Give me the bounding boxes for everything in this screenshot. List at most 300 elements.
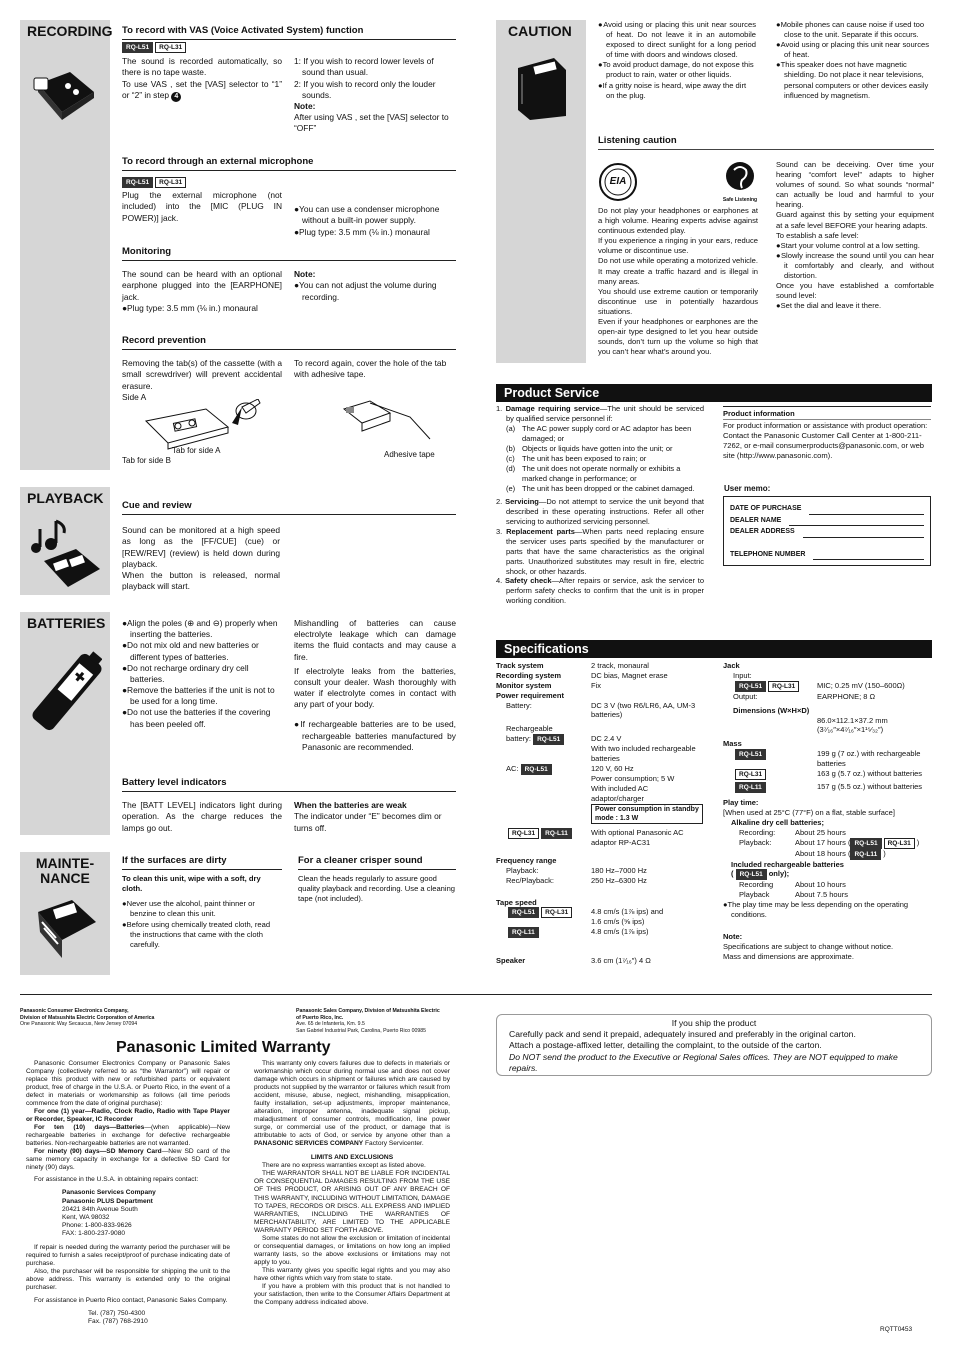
warranty-text: THE WARRANTOR SHALL NOT BE LIABLE FOR INCIDENTAL OR CONSEQUENTIAL DAMAGES RESULTING FROM THE USE OF THIS PRODUCT, OR ARISING OUT OF ANY BREACH OF THIS WARRANTY, INCLUDING WITHOUT LIMITATION, DAMAGE TO TAPES, RECORDS OR DISCS. ALL EXPRESS AND IMPLIED WARRANTIES, INCLUDING THE WARRANTIES OF MERCHANTABILITY, ARE LIMITED TO THE APPLICABLE WARRANTY PERIOD SET FORTH ABOVE.	[254, 1170, 450, 1234]
dirty-body	[122, 874, 282, 950]
monitoring-note: ●You can not adjust the volume during recording.	[294, 280, 437, 302]
monitoring-plug: ●Plug type: 3.5 mm (⅛ in.) monaural	[122, 302, 258, 313]
battery-level-section	[122, 777, 456, 834]
spec-right	[723, 661, 933, 962]
model-badge: RQ-L11	[541, 828, 572, 839]
battery-bullet: ●Do not recharge ordinary dry cell batteries.	[122, 662, 249, 684]
warranty-text-part: —New SD card of the same memory capacity in exchange for a defective SD Card for ninety (90) days.	[26, 1148, 231, 1172]
service-item-text: —When parts need replacing ensure the servicer uses parts specified by the manufacturer or parts that have the same characteristics as the original parts. Unauthorized substitutes may result in fire, electric shock, or other hazards.	[506, 526, 705, 576]
model-badge: RQ-L11	[735, 782, 766, 793]
cue-body: Sound can be monitored at a high speed as long as the [FF/CUE] (cue) or [REW/REV] (review) is held down during playback.	[122, 525, 280, 569]
model-badge: RQ-L51	[533, 734, 564, 745]
spec-label: Output:	[733, 691, 758, 701]
spec-row	[723, 880, 933, 890]
caution-bullet: ●Avoid using or placing this unit near sources of heat. Do not leave it in an automobile exposed to direct sunlight for a long period of time with doors and windows closed.	[598, 20, 756, 60]
caution-tab	[496, 20, 586, 363]
product-service-bar: Product Service	[496, 384, 932, 402]
listening-caution	[598, 135, 934, 152]
listening-left	[598, 206, 758, 357]
spec-label: Playback	[739, 890, 770, 900]
side-a-label: Side A	[122, 391, 147, 402]
extmic-right	[294, 178, 456, 238]
address-line: Phone: 1-800-833-9626	[62, 1221, 132, 1229]
spec-row	[496, 866, 706, 876]
warranty-company-pr	[296, 1008, 486, 1034]
spec-row	[723, 782, 933, 793]
ship-heading: If you ship the product	[671, 1018, 757, 1028]
spec-label-text: only);	[768, 869, 790, 879]
spec-value-text: Power consumption; 5 W	[591, 773, 675, 783]
subitem-letter: (e)	[506, 483, 516, 493]
crisp-heading: For a cleaner crisper sound	[298, 855, 456, 870]
caution-unit-icon	[514, 54, 570, 124]
spec-value: 86.0×112.1×37.2 mm	[817, 715, 888, 725]
warranty-period: For ten (10) days—Batteries	[34, 1124, 145, 1132]
caution-bullet: ●If a gritty noise is heard, wipe away the dirt on the plug.	[598, 80, 747, 100]
step-number-badge: 4	[171, 92, 181, 102]
monitoring-right	[294, 269, 456, 314]
maintenance-title-line2: NANCE	[40, 870, 90, 887]
subitem-text: The AC power supply cord or AC adaptor has been damaged; or	[522, 423, 692, 443]
vas-step-text: To use VAS , set the [VAS] selector to “1” or “2” in step	[122, 78, 282, 100]
level-left: The [BATT LEVEL] indicators light during operation. As the charge reduces the lamps go out.	[122, 800, 282, 833]
recording-tab	[20, 20, 113, 470]
spec-value-text: About 17 hours (	[795, 837, 851, 847]
warranty-period: For one (1) year—Radio, Clock Radio, Radio with Tape Player or Recorder, Speaker, IC Recorder	[26, 1108, 230, 1124]
service-item-text: —The unit should be serviced by qualified service personnel if:	[506, 404, 704, 423]
spec-label	[735, 782, 817, 793]
service-subitem	[496, 484, 704, 494]
spec-value: DC 3 V (two R6/LR6, AA, UM-3 batteries)	[591, 700, 696, 720]
battery-bullet: ●Remove the batteries if the unit is not to be used for a long time.	[122, 685, 275, 707]
spec-value: Fix	[591, 680, 601, 690]
spec-value	[591, 907, 663, 927]
spec-value: DC bias, Magnet erase	[591, 670, 668, 680]
vas-heading: To record with VAS (Voice Activated System) function	[122, 25, 456, 40]
adhesive-tape-label: Adhesive tape	[384, 450, 435, 459]
battery-rechargeable: ●If rechargeable batteries are to be used, rechargeable batteries manufactured by Panasonic are recommended.	[294, 719, 456, 752]
spec-value: [When used at 25°C (77°F) on a flat, stable surface]	[723, 807, 895, 817]
model-badge: RQ-L31	[735, 769, 766, 780]
spec-value-text: 120 V, 60 Hz	[591, 764, 634, 774]
subitem-text: Objects or liquids have gotten into the unit; or	[522, 443, 673, 453]
recording-title: RECORDING	[27, 23, 113, 39]
spec-value: About 17 hours ( RQ-L51 RQ-L31 )	[795, 837, 920, 847]
model-badge: RQ-L11	[508, 927, 539, 938]
battery-icon	[32, 642, 102, 742]
service-subitem	[496, 454, 704, 464]
vas-level1: 1: If you wish to record lower levels of sound than usual.	[294, 56, 434, 78]
vas-section	[122, 25, 456, 134]
spec-label	[735, 769, 817, 780]
caution-bullet: ●Mobile phones can cause noise if used too close to the unit. Separate if this occurs.	[776, 20, 925, 40]
ear-hear-logo-icon	[722, 160, 758, 200]
spec-row	[496, 681, 706, 691]
model-badge: RQ-L31	[508, 828, 539, 839]
caution-bullet: ●Avoid using or placing this unit near sources of heat.	[776, 40, 930, 60]
spec-row	[723, 769, 933, 780]
company-line: Panasonic Sales Company, Division of Matsushita Electric	[296, 1008, 440, 1014]
warranty-company-us	[20, 1008, 260, 1028]
battery-mishandling: Mishandling of batteries can cause electrolyte leakage which can damage items the fluid contacts and may cause a fire.	[294, 618, 456, 662]
address-line: Kent, WA 98032	[62, 1213, 110, 1221]
model-badge: RQ-L11	[850, 849, 881, 860]
model-badge: RQ-L51	[508, 907, 539, 918]
dirty-bullet: ●Never use the alcohol, paint thinner or benzine to clean this unit.	[122, 899, 255, 919]
eia-logo-text: EIA	[609, 176, 627, 187]
vas-left-text: The sound is recorded automatically, so there is no tape waste.	[122, 56, 282, 78]
spec-row	[496, 828, 706, 848]
level-weak-heading: When the batteries are weak	[294, 800, 407, 811]
monitoring-section	[122, 246, 456, 314]
product-info-text: For product information or assistance with product operation: Contact the Panasonic Customer Call Center at 1-800-211-7262, or e-mail consumerproducts@panasonic.com, or web site (http://www.panasonic.com).	[723, 419, 931, 461]
service-item-text: —After repairs or service, ask the servicer to perform safety checks to confirm that the unit is in proper working condition.	[506, 576, 705, 606]
service-list	[496, 404, 704, 606]
model-badge: RQ-L31	[541, 907, 572, 918]
spec-note: Mass and dimensions are approximate.	[723, 951, 854, 961]
company-line: San Gabriel Industrial Park, Carolina, Puerto Rico 00985	[296, 1027, 427, 1034]
monitoring-left	[122, 269, 282, 314]
listening-text: Do not play your headphones or earphones at a high volume. Hearing experts advise against continuous extended play.	[598, 206, 758, 236]
spec-value	[591, 724, 703, 764]
spec-value-text: About 18 hours (	[795, 848, 851, 858]
model-badge: RQ-L51	[122, 177, 153, 188]
vas-note: After using VAS , set the [VAS] selector to “OFF”	[294, 112, 449, 134]
spec-value: MIC; 0.25 mV (150–600Ω)	[817, 680, 905, 690]
spec-row	[496, 876, 706, 886]
level-right	[294, 800, 456, 834]
memo-row-address	[730, 526, 924, 538]
battery-warnings	[294, 618, 456, 753]
caution-title: CAUTION	[508, 23, 572, 39]
subitem-text: The unit does not operate normally or exhibits a marked change in performance; or	[522, 463, 681, 483]
spec-label: Included rechargeable batteries	[731, 859, 844, 869]
memo-label: DEALER NAME	[730, 516, 782, 524]
dirty-heading: If the surfaces are dirty	[122, 855, 282, 870]
spec-label	[496, 907, 591, 927]
service-item-heading: Replacement parts	[506, 526, 575, 536]
crisp-sound-section	[298, 855, 456, 904]
spec-label: Recording system	[496, 670, 562, 680]
vas-models	[122, 42, 456, 53]
memo-label: DATE OF PURCHASE	[730, 505, 802, 512]
contact-line: Tel. (787) 750-4300	[88, 1309, 146, 1317]
spec-label-text: battery:	[506, 734, 532, 744]
spec-row	[723, 692, 933, 702]
listening-text: Guard against this by setting your equipment at a safe level BEFORE your hearing adapts.	[776, 210, 934, 230]
spec-row	[496, 671, 706, 681]
warranty-text-part: Factory Servicenter.	[365, 1140, 424, 1148]
spec-value: 180 Hz–7000 Hz	[591, 865, 647, 875]
spec-value: 163 g (5.7 oz.) without batteries	[817, 769, 923, 779]
listening-text: Sound can be deceiving. Over time your hearing “comfort level” adapts to higher volumes of sound. So what sounds “normal” can actually be loud and harmful to your hearing.	[776, 160, 934, 210]
listening-text: To establish a safe level:	[776, 230, 859, 240]
caution-left	[598, 20, 756, 101]
warranty-text: This warranty gives you specific legal rights and you may also have other rights which vary from state to state.	[254, 1266, 450, 1282]
spec-row	[723, 681, 933, 692]
spec-value: About 7.5 hours	[795, 890, 848, 900]
subitem-letter: (b)	[506, 443, 516, 453]
extmic-left: Plug the external microphone (not included) into the [MIC (PLUG IN POWER)] jack.	[122, 190, 282, 223]
spec-row	[723, 890, 933, 900]
address-line: 20421 84th Avenue South	[62, 1205, 138, 1213]
ship-box	[496, 1014, 932, 1076]
product-info-box	[723, 406, 931, 461]
spec-row	[496, 661, 706, 671]
warranty-text	[26, 1124, 230, 1148]
warranty-text	[26, 1148, 230, 1172]
spec-row	[496, 927, 706, 938]
spec-note-heading: Note:	[723, 932, 743, 942]
vas-left	[122, 56, 282, 134]
spec-value-text: With included AC adaptor/charger	[591, 783, 649, 803]
caution-bullet: ●To avoid product damage, do not expose this product to rain, water or other liquids.	[598, 60, 754, 80]
warranty-text: If you have a problem with this product that is not handled to your satisfaction, then write to the Consumer Affairs Department at the Company address indicated above.	[254, 1282, 450, 1306]
spec-label	[735, 681, 817, 692]
model-badge: RQ-L31	[768, 681, 799, 692]
memo-line[interactable]	[809, 503, 924, 515]
caution-right	[776, 20, 934, 101]
warranty-title: Panasonic Limited Warranty	[116, 1039, 331, 1056]
model-badge: RQ-L31	[155, 177, 186, 188]
spec-label-text: Rechargeable	[506, 724, 553, 734]
service-item-2: 2. Servicing—Do not attempt to service the unit beyond that described in these operating instructions. Refer all other servicing to authorized servicing personnel.	[496, 496, 704, 526]
service-subitem	[496, 464, 704, 484]
service-item-heading: Servicing	[505, 496, 539, 506]
cue-text	[122, 525, 280, 592]
user-memo-box	[723, 496, 931, 566]
specifications-bar: Specifications	[496, 640, 932, 658]
model-badge: RQ-L51	[735, 749, 766, 760]
service-item-text: —Do not attempt to service the unit beyond that described in these operating instructions. Refer all other servicing to authorized servicing personnel.	[506, 496, 704, 526]
music-note-player-icon	[30, 517, 102, 591]
vas-right	[294, 56, 456, 134]
spec-label: Mass	[723, 739, 742, 749]
warranty-text-part: This warranty only covers failures due to defects in materials or workmanship which occur during normal use and does not cover damage which occurs in shipment or failures which are caused by products not supplied by the warrantor or failures which result from accident, misuse, abuse, neglect, mishandling, misapplication, faulty installation, set-up adjustments, improper maintenance, alteration, improper antenna, inadequate signal pickup, maladjustment of consumer controls, modification, line power surge, or commercial use of the product, or damage that is attributable to acts of God, or service by anyone other than a	[254, 1060, 450, 1140]
vas-level2: 2: If you wish to record only the louder sounds.	[294, 78, 436, 100]
document-code: RQTT0453	[880, 1326, 913, 1333]
spec-label: Jack	[723, 661, 740, 670]
company-line: Panasonic Consumer Electronics Company,	[20, 1008, 129, 1014]
warranty-period: For ninety (90) days—SD Memory Card	[34, 1148, 162, 1156]
battery-bullet: ●Do not use the batteries if the covering has been peeled off.	[122, 707, 271, 729]
record-prevention-section	[122, 335, 456, 470]
spec-label: Battery:	[506, 700, 532, 710]
spec-label	[496, 724, 591, 764]
spec-label-text: AC:	[506, 764, 519, 774]
subitem-letter: (a)	[506, 423, 516, 433]
batteries-title: BATTERIES	[27, 615, 106, 631]
spec-value: About 10 hours	[795, 880, 846, 890]
caution-bullet: ●This speaker does not have magnetic shielding. Do not place it near televisions, personal computers or other devices easily influenced by magnetism.	[776, 60, 929, 100]
spec-label: Playback:	[506, 865, 539, 875]
memo-line[interactable]	[813, 549, 924, 561]
spec-value-text: DC 2.4 V	[591, 734, 622, 744]
warranty-text: For assistance in Puerto Rico contact, Panasonic Sales Company.	[34, 1296, 228, 1304]
address-line: Panasonic PLUS Department	[62, 1197, 153, 1205]
service-item-1: 1. Damage requiring service—The unit should be serviced by qualified service personnel if:	[496, 404, 704, 423]
memo-line[interactable]	[803, 526, 924, 538]
spec-label: Playback:	[739, 837, 772, 847]
monitoring-heading: Monitoring	[122, 246, 456, 261]
spec-label: Recording:	[739, 827, 776, 837]
warranty-text: Some states do not allow the exclusion or limitation of incidental or consequential damages, or limitations on how long an implied warranty lasts, so the above exclusions or limitations may not apply to you.	[254, 1234, 450, 1266]
extmic-section	[122, 156, 456, 238]
company-line: Ave. 65 de Infantería, Km. 9.5	[296, 1021, 365, 1027]
spec-value: 250 Hz–6300 Hz	[591, 875, 647, 885]
memo-label: TELEPHONE NUMBER	[730, 550, 806, 558]
spec-label: Rec/Playback:	[506, 875, 554, 885]
product-info-heading: Product information	[723, 409, 795, 418]
spec-bullet: ●The play time may be less depending on the operating conditions.	[723, 900, 909, 920]
service-subitem	[496, 444, 704, 454]
battery-bullets	[122, 618, 282, 753]
ship-text: Attach a postage-affixed letter, detailing the complaint, to the outside of the carton.	[509, 1040, 822, 1051]
spec-label: Monitor system	[496, 680, 552, 690]
dirty-bullet: ●Before using chemically treated cloth, read the instructions that came with the cloth carefully.	[122, 919, 271, 949]
service-address	[26, 1189, 230, 1237]
spec-value: About 25 hours	[795, 827, 846, 837]
spec-label: Recording	[739, 880, 774, 890]
spec-label	[496, 764, 591, 804]
warranty-text	[254, 1060, 450, 1148]
spec-label: Track system	[496, 661, 544, 670]
spec-label: Play time:	[723, 798, 759, 808]
address-line: FAX: 1-800-237-9080	[62, 1229, 126, 1237]
monitoring-text: The sound can be heard with an optional earphone plugged into the [EARPHONE] jack.	[122, 269, 282, 302]
pr-contact	[26, 1310, 230, 1326]
warranty-col2	[254, 1060, 450, 1307]
vas-note-heading: Note:	[294, 100, 316, 111]
spec-label: Power requirement	[496, 690, 564, 700]
spec-label: Dimensions (W×H×D)	[733, 705, 810, 715]
listening-text: Even if your headphones or earphones are the open-air type designed to let you hear outside sounds, don’t turn up the volume so high that you can’t hear what’s around you.	[598, 317, 758, 357]
spec-label: Alkaline dry cell batteries;	[731, 817, 824, 827]
spec-row	[723, 828, 933, 838]
warranty-text-part: PANASONIC SERVICES COMPANY	[254, 1140, 364, 1148]
service-item-heading: Safety check	[505, 576, 552, 586]
maintenance-title-line1: MAINTE-	[35, 855, 95, 871]
spec-label	[735, 749, 817, 769]
spec-value	[591, 764, 703, 804]
cue-heading: Cue and review	[122, 500, 456, 515]
listening-text: Once you have established a comfortable sound level:	[776, 281, 934, 301]
listening-heading: Listening caution	[598, 135, 934, 150]
spec-label	[496, 828, 591, 848]
spec-value: 199 g (7 oz.) with rechargeable batteries	[817, 749, 921, 769]
adhesive-tape-diagram	[340, 399, 440, 447]
extmic-heading: To record through an external microphone	[122, 156, 456, 171]
address-line: Panasonic Services Company	[62, 1189, 156, 1197]
spec-row	[496, 907, 706, 927]
user-memo-heading: User memo:	[724, 484, 771, 493]
cassette-recorder-icon	[30, 64, 98, 124]
ear-hear-logo-text: Safe Listening	[722, 197, 758, 203]
spec-label: Frequency range	[496, 855, 557, 865]
listening-bullet: ●Set the dial and leave it there.	[776, 301, 882, 311]
warranty-text-part: —(when applicable)—New rechargeable batteries in exchange for defective rechargeable batteries. Non-rechargeable batteries are not warranted.	[26, 1124, 231, 1148]
warranty-text: If repair is needed during the warranty period the purchaser will be required to furnish a sales receipt/proof of purchase indicating date of purchase.	[26, 1243, 230, 1267]
spec-value: About 18 hours ( RQ-L11 )	[795, 848, 886, 858]
memo-row-dealer	[730, 515, 924, 527]
spec-label: Input:	[733, 670, 752, 680]
spec-row	[496, 701, 706, 721]
warranty-col1	[26, 1060, 230, 1326]
spec-left	[496, 661, 706, 966]
cassette-tab-diagram	[142, 399, 262, 451]
prevention-left	[122, 358, 282, 403]
service-item-heading: Damage requiring service	[505, 404, 600, 413]
ship-text: Carefully pack and send it prepaid, adequately insured and preferably in the original carton.	[509, 1029, 856, 1040]
spec-row	[723, 838, 933, 849]
contact-line: Fax. (787) 768-2910	[88, 1317, 148, 1325]
memo-row-phone	[730, 549, 924, 561]
service-item-3: 3. Replacement parts—When parts need replacing ensure the servicer uses parts specified by the manufacturer or parts that have the same characteristics as the original parts. Unauthorized substitutes may result in fire, electric shock, or other hazards.	[496, 526, 705, 576]
listening-bullet: ●Start your volume control at a low setting.	[776, 240, 920, 250]
listening-bullet: ●Slowly increase the sound until you can hear it comfortably and clearly, and without distortion.	[776, 250, 934, 281]
model-badge: RQ-L31	[155, 42, 186, 53]
spec-value: 4.8 cm/s (1⅞ ips)	[591, 927, 649, 937]
spec-row	[496, 956, 706, 966]
model-badge: RQ-L51	[736, 869, 767, 880]
prevention-right: To record again, cover the hole of the tab with adhesive tape.	[294, 358, 447, 380]
subitem-text: The unit has been exposed to rain; or	[522, 453, 647, 463]
crisp-text: Clean the heads regularly to assure good quality playback and recording. Use a cleaning tape (not included).	[298, 874, 456, 904]
level-weak-text: The indicator under “E” becomes dim or turns off.	[294, 811, 442, 833]
spec-value: EARPHONE; 8 Ω	[817, 691, 876, 701]
memo-row-date	[730, 503, 924, 515]
spec-row	[723, 749, 933, 769]
company-line: One Panasonic Way Secaucus, New Jersey 07094	[20, 1021, 138, 1027]
warranty-text: There are no express warranties except as listed above.	[262, 1162, 426, 1170]
vas-left-text2	[122, 79, 282, 102]
model-badge: RQ-L51	[521, 764, 552, 775]
spec-value-text: 4.8 cm/s (1⅞ ips) and	[591, 907, 664, 917]
service-item-4: 4. Safety check—After repairs or service, ask the servicer to perform safety checks to confirm that the unit is in proper working condition.	[496, 576, 705, 606]
listening-right	[776, 160, 934, 311]
listening-text: You should use extreme caution or temporarily discontinue use in potentially hazardous situations.	[598, 286, 758, 316]
spec-label	[496, 927, 591, 938]
playback-title: PLAYBACK	[27, 490, 104, 506]
warranty-text: Also, the purchaser will be responsible for shipping the unit to the above address. This warranty is extended only to the original purchaser.	[26, 1267, 230, 1291]
warranty-text: For assistance in the U.S.A. in obtaining repairs contact:	[34, 1176, 199, 1184]
limits-heading: LIMITS AND EXCLUSIONS	[310, 1154, 394, 1162]
spec-value: 3.6 cm (1⁷⁄₁₆″) 4 Ω	[591, 956, 651, 966]
ship-warning: Do NOT send the product to the Executive or Regional Sales offices. They are NOT equipped to make repairs.	[509, 1051, 898, 1073]
listening-text: If you experience a ringing in your ears, reduce volume or discontinue use.	[598, 236, 758, 256]
tab-side-b-label: Tab for side B	[122, 456, 171, 465]
batteries-section	[122, 618, 456, 753]
spec-label: Speaker	[496, 956, 526, 966]
extmic-bullet1: ●You can use a condenser microphone without a built-in power supply.	[294, 204, 440, 226]
subitem-letter: (d)	[506, 463, 516, 473]
playback-tab	[20, 487, 110, 595]
maintenance-tab	[20, 852, 110, 975]
model-badge: RQ-L31	[884, 838, 915, 849]
level-heading: Battery level indicators	[122, 777, 456, 792]
memo-line[interactable]	[789, 515, 924, 527]
warranty-text: Panasonic Consumer Electronics Company or Panasonic Sales Company (collectively referred to as “the Warrantor”) will repair or replace this product with new or refurbished parts or equivalent product, free of charge in the U.S.A. or Puerto Rico, in the event of a defect in materials or workmanship as follows (all time periods commence from the date of original purchase):	[26, 1060, 230, 1108]
tab-side-a-label: Tab for side A	[172, 446, 221, 455]
dirty-sub: To clean this unit, wipe with a soft, dry cloth.	[122, 874, 261, 894]
cue-body2: When the button is released, normal playback will start.	[122, 569, 280, 592]
page-divider	[20, 994, 932, 995]
standby-box: Power consumption in standby mode : 1.3 W	[591, 804, 703, 824]
service-subitem	[496, 424, 704, 444]
battery-leak: If electrolyte leaks from the batteries, consult your dealer. Wash thoroughly with water if electrolyte comes in contact with any part of your body.	[294, 665, 456, 710]
spec-label: Tape speed	[496, 897, 537, 907]
model-badge: RQ-L51	[735, 681, 766, 692]
